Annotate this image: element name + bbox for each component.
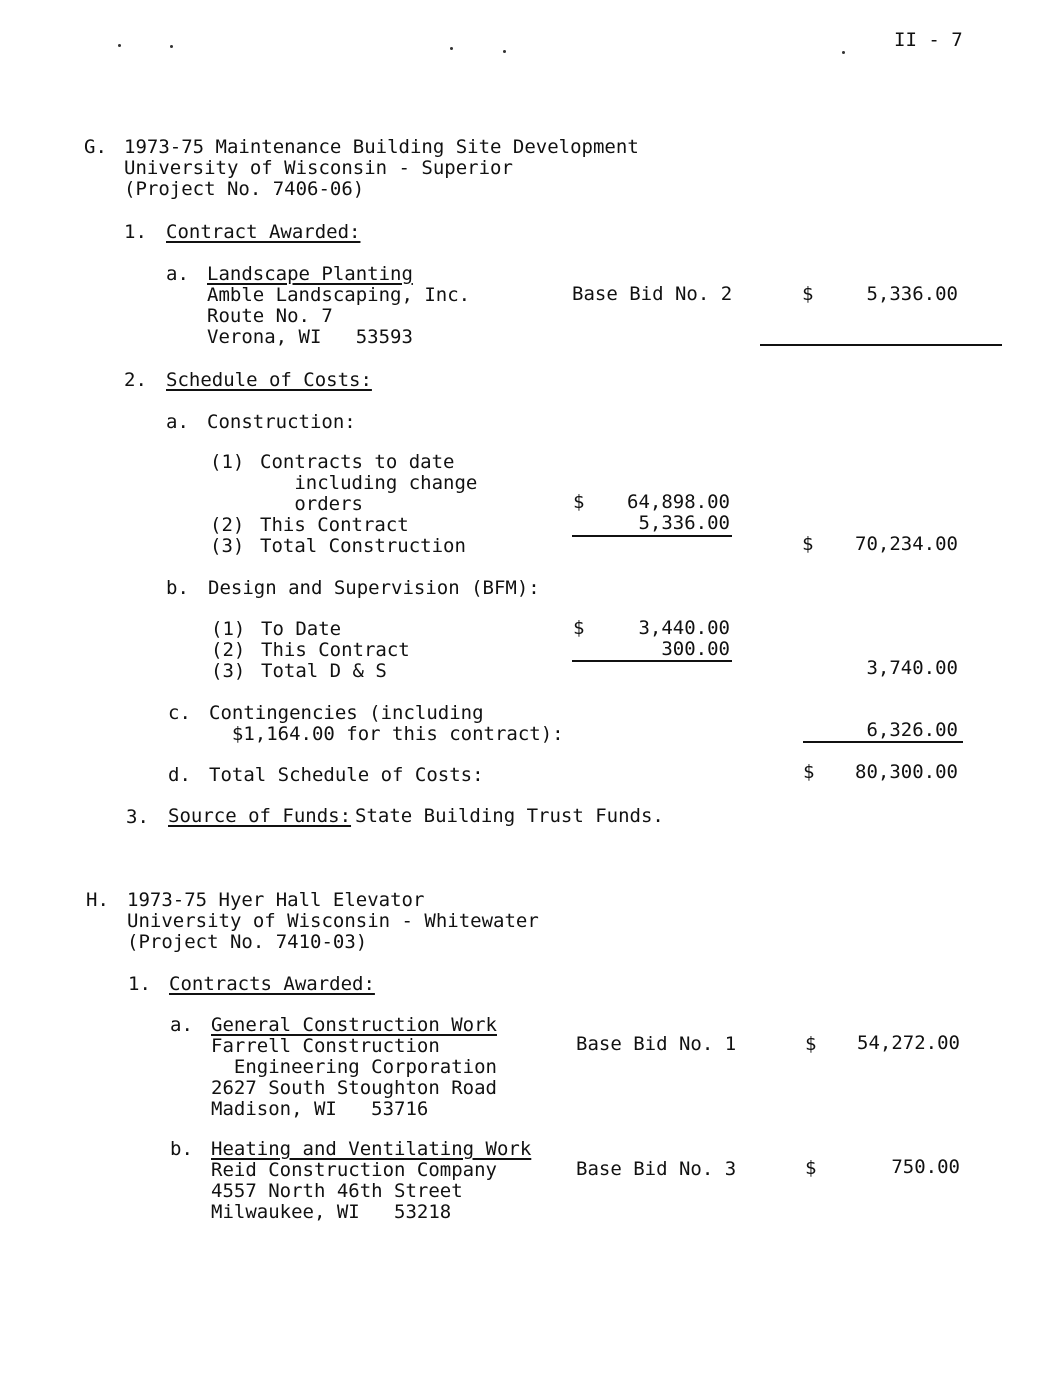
g2a-letter: a. bbox=[166, 411, 189, 433]
g2b-letter: b. bbox=[166, 577, 189, 599]
h1b-dollar: $ bbox=[805, 1157, 817, 1179]
g2b-item-num: (1) bbox=[211, 618, 246, 640]
section-g-title-line: 1973-75 Maintenance Building Site Development bbox=[124, 136, 639, 158]
scan-speck bbox=[503, 50, 506, 53]
g2a-label: Construction: bbox=[207, 411, 356, 433]
g2b-amount-1: 3,440.00 bbox=[638, 617, 730, 639]
h1b-amount: 750.00 bbox=[891, 1156, 960, 1178]
g2b-item-label: To Date bbox=[261, 618, 342, 640]
g2d-label: Total Schedule of Costs: bbox=[209, 764, 484, 786]
h1a-letter: a. bbox=[170, 1014, 193, 1036]
g2a-amount-2: 5,336.00 bbox=[638, 512, 730, 534]
section-g-letter: G. bbox=[84, 136, 107, 158]
page-number: II - 7 bbox=[894, 29, 963, 51]
g2b-item-label: Total D & S bbox=[261, 660, 387, 682]
g2c-letter: c. bbox=[168, 702, 191, 724]
scan-speck bbox=[842, 51, 845, 54]
h1a-line: Farrell Construction bbox=[211, 1035, 440, 1057]
h1b-title: Heating and Ventilating Work bbox=[211, 1138, 532, 1160]
g2b-subtotal-rule bbox=[572, 660, 732, 662]
g1a-line: Verona, WI 53593 bbox=[207, 326, 413, 348]
section-h-letter: H. bbox=[86, 889, 109, 911]
g2d-amount: 80,300.00 bbox=[855, 761, 958, 783]
h1a-title: General Construction Work bbox=[211, 1014, 497, 1036]
g2a-item-line: Total Construction bbox=[260, 535, 466, 557]
g1a-dollar: $ bbox=[802, 283, 814, 305]
g1a-bid: Base Bid No. 2 bbox=[572, 283, 733, 305]
g2c-line: $1,164.00 for this contract): bbox=[209, 723, 564, 745]
g2b-item-num: (2) bbox=[211, 639, 246, 661]
g1a-amount: 5,336.00 bbox=[866, 283, 958, 305]
g2c-rule bbox=[803, 741, 963, 743]
g1a-line: Route No. 7 bbox=[207, 305, 333, 327]
g2-heading: Schedule of Costs: bbox=[166, 369, 372, 391]
g2a-total: 70,234.00 bbox=[855, 533, 958, 555]
section-h-title-line: (Project No. 7410-03) bbox=[127, 931, 368, 953]
h1a-amount: 54,272.00 bbox=[857, 1032, 960, 1054]
g2-number: 2. bbox=[124, 369, 147, 391]
g2c-amount: 6,326.00 bbox=[866, 719, 958, 741]
g1a-line: Amble Landscaping, Inc. bbox=[207, 284, 471, 306]
h1a-line: Madison, WI 53716 bbox=[211, 1098, 429, 1120]
h1-number: 1. bbox=[128, 973, 151, 995]
h1a-dollar: $ bbox=[805, 1033, 817, 1055]
g2a-item-line: Contracts to date bbox=[260, 451, 455, 473]
g2b-dollar-mid: $ bbox=[573, 617, 585, 639]
h1a-bid: Base Bid No. 1 bbox=[576, 1033, 737, 1055]
g2a-item-num: (1) bbox=[210, 451, 245, 473]
g2a-item-num: (2) bbox=[210, 514, 245, 536]
g2b-item-label: This Contract bbox=[261, 639, 410, 661]
g2c-line: Contingencies (including bbox=[209, 702, 484, 724]
g3-heading: Source of Funds: bbox=[168, 805, 352, 827]
g2b-amount-2: 300.00 bbox=[661, 638, 730, 660]
scan-speck bbox=[450, 47, 453, 50]
scan-speck bbox=[170, 45, 173, 48]
section-h-title-line: University of Wisconsin - Whitewater bbox=[127, 910, 539, 932]
g2b-label: Design and Supervision (BFM): bbox=[208, 577, 540, 599]
scan-speck bbox=[118, 44, 121, 47]
g1a-letter: a. bbox=[166, 263, 189, 285]
h1b-bid: Base Bid No. 3 bbox=[576, 1158, 737, 1180]
h1a-line: 2627 South Stoughton Road bbox=[211, 1077, 497, 1099]
section-g-title-line: (Project No. 7406-06) bbox=[124, 178, 365, 200]
g2b-item-num: (3) bbox=[211, 660, 246, 682]
g1a-title: Landscape Planting bbox=[207, 263, 413, 285]
g2a-dollar-mid: $ bbox=[573, 491, 585, 513]
h1-heading: Contracts Awarded: bbox=[169, 973, 375, 995]
g2d-letter: d. bbox=[168, 764, 191, 786]
g1a-rule bbox=[760, 344, 1002, 346]
g2d-dollar: $ bbox=[803, 761, 815, 783]
section-g-title-line: University of Wisconsin - Superior bbox=[124, 157, 513, 179]
h1b-letter: b. bbox=[170, 1138, 193, 1160]
g2a-subtotal-rule bbox=[572, 535, 732, 537]
h1b-line: Reid Construction Company bbox=[211, 1159, 497, 1181]
g1-heading: Contract Awarded: bbox=[166, 221, 361, 243]
g2a-dollar-total: $ bbox=[802, 533, 814, 555]
g2a-amount-1: 64,898.00 bbox=[627, 491, 730, 513]
g2a-item-line: orders bbox=[260, 493, 363, 515]
g2a-item-num: (3) bbox=[210, 535, 245, 557]
h1a-line: Engineering Corporation bbox=[211, 1056, 497, 1078]
g2b-total: 3,740.00 bbox=[866, 657, 958, 679]
g1-number: 1. bbox=[124, 221, 147, 243]
h1b-line: Milwaukee, WI 53218 bbox=[211, 1201, 452, 1223]
g3-text: State Building Trust Funds. bbox=[355, 805, 664, 827]
h1b-line: 4557 North 46th Street bbox=[211, 1180, 463, 1202]
g2a-item-line: This Contract bbox=[260, 514, 409, 536]
g3-number: 3. bbox=[126, 806, 149, 828]
g2a-item-line: including change bbox=[260, 472, 478, 494]
section-h-title-line: 1973-75 Hyer Hall Elevator bbox=[127, 889, 425, 911]
